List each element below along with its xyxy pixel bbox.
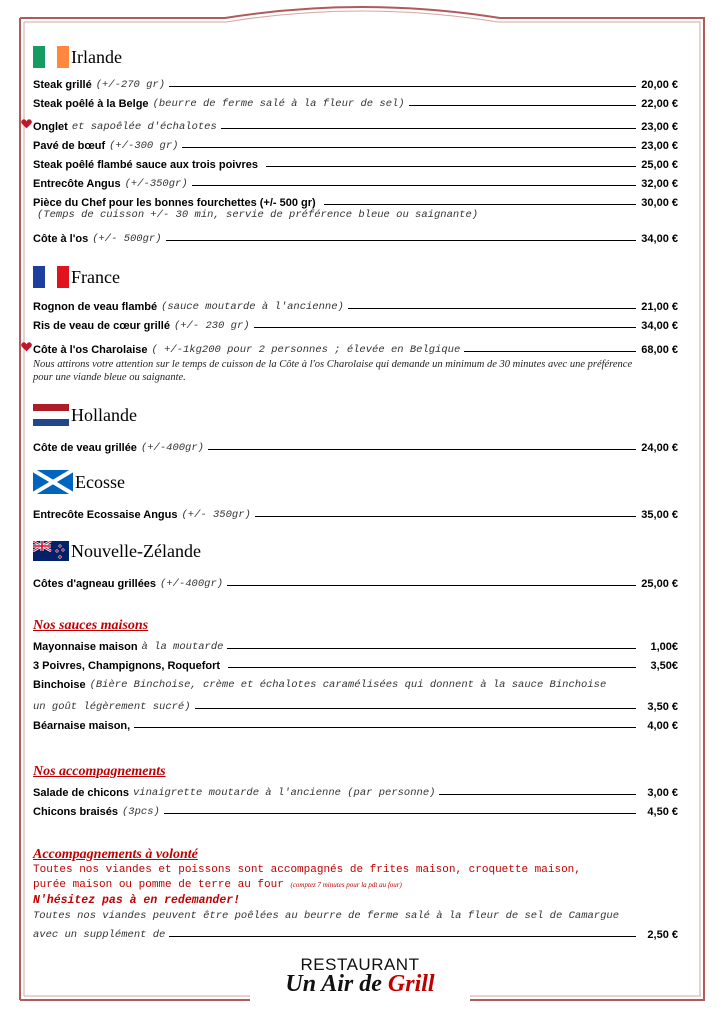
section-france — [33, 262, 678, 384]
menu-item: Pièce du Chef pour les bonnes fourchettes (+/- 500 gr) 30,00 € — [33, 197, 678, 209]
section-title: Accompagnements à volonté — [33, 847, 198, 862]
item-note: (Temps de cuisson +/- 30 min, servie de préférence bleue ou saignante) — [37, 209, 479, 221]
section-nouvelle-zelande — [33, 536, 678, 590]
menu-item: Côte à l'os Charolaise ( +/-1kg200 pour 2 personnes ; élevée en Belgique 68,00 € — [33, 332, 678, 356]
menu-item: Entrecôte Angus (+/-350gr) 32,00 € — [33, 178, 678, 190]
france-flag-icon — [33, 266, 69, 288]
menu-item: Ris de veau de cœur grillé (+/- 230 gr) 34,00 € — [33, 320, 678, 332]
section-title: Nos accompagnements — [33, 764, 166, 779]
logo-bottom-text: Un Air de Grill — [285, 971, 435, 997]
menu-item: Steak poêlé flambé sauce aux trois poivres 25,00 € — [33, 159, 678, 171]
heart-icon — [21, 342, 32, 352]
section-title: Ecosse — [75, 471, 125, 492]
section-title: Nouvelle-Zélande — [71, 540, 201, 561]
new-zealand-flag-icon — [33, 541, 69, 561]
heart-icon — [21, 119, 32, 129]
netherlands-flag-icon — [33, 404, 69, 426]
scotland-flag-icon — [33, 470, 73, 494]
logo-top-text: RESTAURANT — [300, 955, 420, 974]
menu-item: Béarnaise maison, 4,00 € — [33, 720, 678, 732]
section-sauces — [33, 612, 678, 732]
menu-item: Côte de veau grillée (+/-400gr) 24,00 € — [33, 442, 678, 454]
item-note: Nous attirons votre attention sur le temps de cuisson de la Côte à l'os Charolaise qui demande un minimum de 30 minutes avec une préférence pour une viande bleue ou saignante. — [33, 359, 633, 383]
restaurant-logo — [250, 955, 470, 998]
section-title: France — [71, 266, 120, 287]
menu-item: 3 Poivres, Champignons, Roquefort 3,50€ — [33, 660, 678, 672]
volonte-text: Toutes nos viandes peuvent être poêlées au beurre de ferme salé à la fleur de sel de Camargue — [33, 910, 619, 922]
menu-item: Côtes d'agneau grillées (+/-400gr) 25,00 € — [33, 578, 678, 590]
section-title: Nos sauces maisons — [33, 618, 149, 633]
menu-item: avec un supplément de 2,50 € — [33, 929, 678, 941]
menu-item: Entrecôte Ecossaise Angus (+/- 350gr) 35,00 € — [33, 509, 678, 521]
volonte-text: Toutes nos viandes et poissons sont accompagnés de frites maison, croquette maison, — [33, 864, 581, 876]
menu-item: Côte à l'os (+/- 500gr) 34,00 € — [33, 233, 678, 245]
menu-item: Chicons braisés (3pcs) 4,50 € — [33, 806, 678, 818]
menu-item: Onglet et sapoêlée d'échalotes 23,00 € — [33, 110, 678, 133]
menu-item: Mayonnaise maison à la moutarde 1,00€ — [33, 641, 678, 653]
menu-item: Pavé de bœuf (+/-300 gr) 23,00 € — [33, 140, 678, 152]
section-accompagnements-volonte — [33, 845, 678, 941]
menu-item: Binchoise (Bière Binchoise, crème et échalotes caramélisées qui donnent à la sauce Binchoise — [33, 679, 607, 691]
menu-item: Steak poêlé à la Belge (beurre de ferme salé à la fleur de sel) 22,00 € — [33, 98, 678, 110]
section-title: Hollande — [71, 404, 137, 425]
volonte-highlight: N'hésitez pas à en redemander! — [33, 894, 241, 907]
menu-item: Rognon de veau flambé (sauce moutarde à l'ancienne) 21,00 € — [33, 301, 678, 313]
section-title: Irlande — [71, 46, 122, 67]
menu-item: Salade de chicons vinaigrette moutarde à l'ancienne (par personne) 3,00 € — [33, 787, 678, 799]
section-ecosse — [33, 467, 678, 521]
ireland-flag-icon — [33, 46, 69, 68]
section-irlande — [33, 42, 678, 245]
section-accompagnements — [33, 758, 678, 818]
menu-item: Steak grillé (+/-270 gr) 20,00 € — [33, 79, 678, 91]
menu-item: un goût légèrement sucré) 3,50 € — [33, 701, 678, 713]
volonte-text: purée maison ou pomme de terre au four (comptez 7 minutes pour la pdt au four) — [33, 879, 402, 891]
section-hollande — [33, 400, 678, 454]
